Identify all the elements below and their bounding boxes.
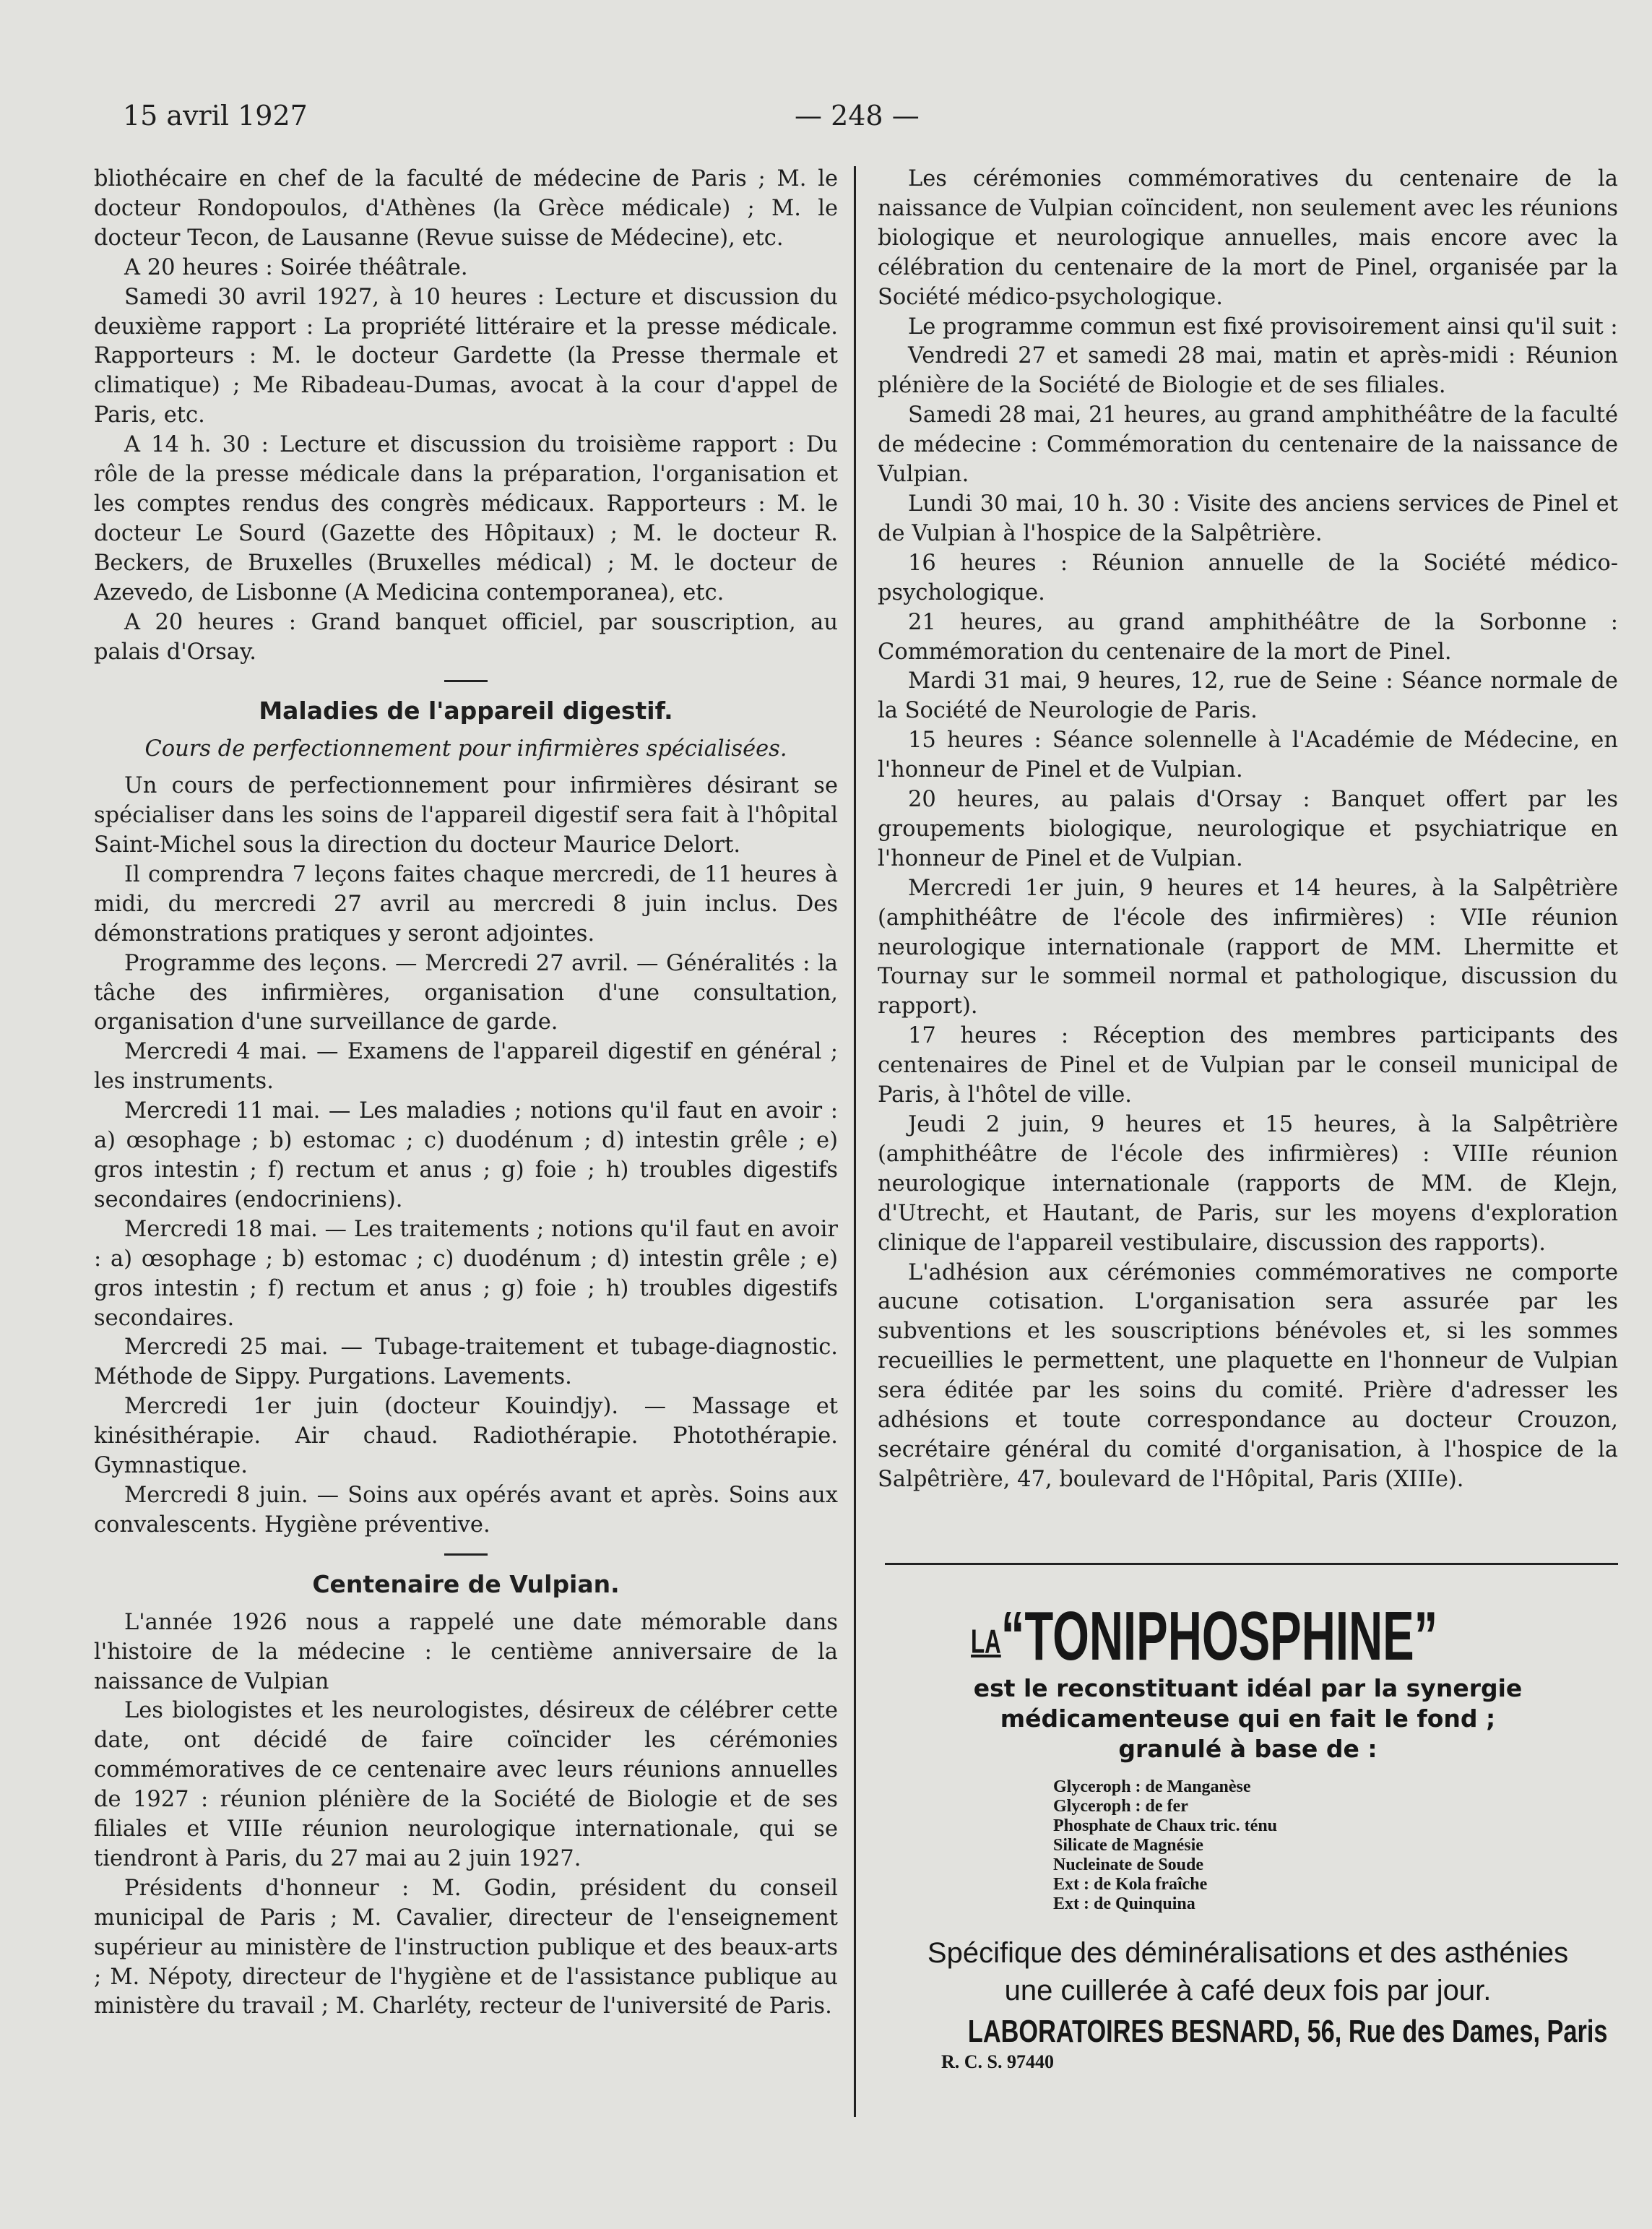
- paragraph: Mercredi 8 juin. — Soins aux opérés avant et après. Soins aux convalescents. Hygiène préventive.: [94, 1482, 838, 1538]
- paragraph: Les cérémonies commémoratives du centenaire de la naissance de Vulpian coïncident, non seulement avec les réunions biologique et neurologique annuelles, mais encore avec la célébration du centenaire de la mort de Pinel, organisée par la Société médico-psychologique.: [878, 166, 1618, 310]
- paragraph: 17 heures : Réception des membres participants des centenaires de Pinel et de Vulpian par le conseil municipal de Paris, à l'hôtel de ville.: [878, 1023, 1618, 1108]
- paragraph: Jeudi 2 juin, 9 heures et 15 heures, à la Salpêtrière (amphithéâtre de l'école des infirmières) : VIIIe réunion neurologique internationale (rapports de MM. de Klejn, d'Utrecht, et Hautant, de Paris, sur les moyens d'exploration clinique de l'appareil vestibulaire, discussion des rapports).: [878, 1112, 1618, 1256]
- section-subtitle: Cours de perfectionnement pour infirmières spécialisées.: [144, 736, 787, 762]
- ad-registration: R. C. S. 97440: [941, 2051, 1055, 2072]
- ad-ingredient: Glyceroph : de fer: [1053, 1796, 1188, 1816]
- ad-indication-line: Spécifique des déminéralisations et des asthénies: [927, 1936, 1569, 1969]
- ad-tagline: est le reconstituant idéal par la synergie: [973, 1673, 1523, 1702]
- section-title: Centenaire de Vulpian.: [312, 1569, 620, 1598]
- ad-ingredient: Ext : de Kola fraîche: [1053, 1874, 1208, 1894]
- ad-ingredient: Ext : de Quinquina: [1053, 1894, 1195, 1913]
- ad-tagline: granulé à base de :: [1118, 1734, 1378, 1763]
- ad-ingredient: Glyceroph : de Manganèse: [1053, 1777, 1251, 1796]
- ad-tagline: médicamenteuse qui en fait le fond ;: [1000, 1704, 1496, 1733]
- page-header: [123, 100, 1625, 143]
- paragraph: Mercredi 25 mai. — Tubage-traitement et tubage-diagnostic. Méthode de Sippy. Purgations. Lavements.: [94, 1335, 838, 1390]
- advertisement: [878, 1600, 1618, 2073]
- paragraph: Lundi 30 mai, 10 h. 30 : Visite des anciens services de Pinel et de Vulpian à l'hospice de la Salpêtrière.: [878, 491, 1618, 546]
- paragraph: 21 heures, au grand amphithéâtre de la Sorbonne : Commémoration du centenaire de la mort de Pinel.: [878, 609, 1618, 665]
- page-number: — 248 —: [795, 100, 920, 132]
- left-column: [94, 165, 838, 2022]
- ad-ingredient: Phosphate de Chaux tric. ténu: [1053, 1816, 1278, 1835]
- paragraph: 20 heures, au palais d'Orsay : Banquet offert par les groupements biologique, neurologique et psychiatrique en l'honneur de Pinel et de Vulpian.: [878, 787, 1618, 871]
- paragraph: L'adhésion aux cérémonies commémoratives ne comporte aucune cotisation. L'organisation sera assurée par les subventions et les souscriptions bénévoles et, si les sommes recueillies le permettent, une plaquette en l'honneur de Vulpian sera éditée par les soins du comité. Prière d'adresser les adhésions et toute correspondance au docteur Crouzon, secrétaire général du comité d'organisation, à l'hospice de la Salpêtrière, 47, boulevard de l'Hôpital, Paris (XIIIe).: [878, 1259, 1618, 1492]
- paragraph: Mercredi 11 mai. — Les maladies ; notions qu'il faut en avoir : a) œsophage ; b) estomac ; c) duodénum ; d) intestin grêle ; e) gros intestin ; f) rectum et anus ; g) foie ; h) troubles digestifs secondaires (endocriniens).: [94, 1098, 838, 1212]
- paragraph: A 20 heures : Soirée théâtrale.: [124, 254, 468, 280]
- ad-ingredient: Silicate de Magnésie: [1053, 1835, 1203, 1855]
- paragraph: Samedi 30 avril 1927, à 10 heures : Lecture et discussion du deuxième rapport : La propriété littéraire et la presse médicale. Rapporteurs : M. le docteur Gardette (la Presse thermale et climatique) ; Me Ribadeau-Dumas, avocat à la cour d'appel de Paris, etc.: [94, 284, 838, 428]
- ad-indication: [878, 1934, 1618, 2009]
- column-divider: [854, 166, 856, 2117]
- paragraph: L'année 1926 nous a rappelé une date mémorable dans l'histoire de la médecine : le centième anniversaire de la naissance de Vulpian: [94, 1609, 838, 1694]
- section-divider: [444, 1553, 488, 1556]
- paragraph: Les biologistes et les neurologistes, désireux de célébrer cette date, ont décidé de faire coïncider les cérémonies commémoratives de ce centenaire avec leurs réunions annuelles de 1927 : réunion plénière de la Société de Biologie et de ses filiales et VIIIe réunion neurologique internationale, qui se tiendront à Paris, du 27 mai au 2 juin 1927.: [94, 1698, 838, 1871]
- paragraph: Mercredi 1er juin (docteur Kouindjy). — Massage et kinésithérapie. Air chaud. Radiothérapie. Photothérapie. Gymnastique.: [94, 1394, 838, 1479]
- section-divider: [444, 680, 488, 682]
- issue-date: 15 avril 1927: [123, 100, 308, 132]
- ad-ingredient-list: [1053, 1777, 1618, 1914]
- paragraph: Mercredi 1er juin, 9 heures et 14 heures, à la Salpêtrière (amphithéâtre de l'école des infirmières) : VIIe réunion neurologique internationale (rapport de MM. Lhermitte et Tournay sur le sommeil normal et pathologique, discussion du rapport).: [878, 875, 1618, 1019]
- paragraph: Samedi 28 mai, 21 heures, au grand amphithéâtre de la faculté de médecine : Commémoration du centenaire de la naissance de Vulpian.: [878, 402, 1618, 488]
- paragraph: Il comprendra 7 leçons faites chaque mercredi, de 11 heures à midi, du mercredi 27 avril au mercredi 8 juin inclus. Des démonstrations pratiques y seront adjointes.: [94, 861, 838, 947]
- ad-dosage-line: une cuillerée à café deux fois par jour.: [1004, 1974, 1492, 2006]
- paragraph: Mercredi 18 mai. — Les traitements ; notions qu'il faut en avoir : a) œsophage ; b) estomac ; c) duodénum ; d) intestin grêle ; e) gros intestin ; f) rectum et anus ; g) foie ; h) troubles digestifs secondaires.: [94, 1216, 838, 1331]
- paragraph: A 14 h. 30 : Lecture et discussion du troisième rapport : Du rôle de la presse médicale dans la préparation, l'organisation et les comptes rendus des congrès médicaux. Rapporteurs : M. le docteur Le Sourd (Gazette des Hôpitaux) ; M. le docteur R. Beckers, de Bruxelles (Bruxelles médical) ; M. le docteur de Azevedo, de Lisbonne (A Medicina contemporanea), etc.: [94, 432, 838, 605]
- paragraph: Mercredi 4 mai. — Examens de l'appareil digestif en général ; les instruments.: [94, 1039, 838, 1095]
- ad-brand-name: “TONIPHOSPHINE”: [1001, 1598, 1438, 1675]
- paragraph: bliothécaire en chef de la faculté de médecine de Paris ; M. le docteur Rondopoulos, d'Athènes (la Grèce médicale) ; M. le docteur Tecon, de Lausanne (Revue suisse de Médecine), etc.: [94, 166, 838, 251]
- paragraph: Programme des leçons. — Mercredi 27 avril. — Généralités : la tâche des infirmières, organisation d'une consultation, organisation d'une surveillance de garde.: [94, 950, 838, 1035]
- paragraph: Présidents d'honneur : M. Godin, président du conseil municipal de Paris ; M. Cavalier, directeur de l'enseignement supérieur au ministère de l'instruction publique et des beaux-arts ; M. Népoty, directeur de l'hygiène et de l'assistance publique au ministère du travail ; M. Charléty, recteur de l'université de Paris.: [94, 1875, 838, 2019]
- right-column: [878, 165, 1618, 1495]
- paragraph: Le programme commun est fixé provisoirement ainsi qu'il suit :: [908, 314, 1618, 340]
- ad-ingredient: Nucleinate de Soude: [1053, 1855, 1204, 1874]
- paragraph: A 20 heures : Grand banquet officiel, par souscription, au palais d'Orsay.: [94, 609, 838, 665]
- advertisement-rule: [885, 1563, 1618, 1565]
- ad-brand: [971, 1600, 1437, 1673]
- paragraph: 15 heures : Séance solennelle à l'Académie de Médecine, en l'honneur de Pinel et de Vulpian.: [878, 728, 1618, 783]
- paragraph: Un cours de perfectionnement pour infirmières désirant se spécialiser dans les soins de l'appareil digestif sera fait à l'hôpital Saint-Michel sous la direction du docteur Maurice Delort.: [94, 773, 838, 858]
- paragraph: Vendredi 27 et samedi 28 mai, matin et après-midi : Réunion plénière de la Société de Biologie et de ses filiales.: [878, 343, 1618, 399]
- section-title: Maladies de l'appareil digestif.: [259, 697, 673, 725]
- ad-brand-prefix: LA: [971, 1622, 1002, 1660]
- ad-laboratory: LABORATOIRES BESNARD, 56, Rue des Dames, Paris: [967, 2013, 1608, 2049]
- paragraph: Mardi 31 mai, 9 heures, 12, rue de Seine : Séance normale de la Société de Neurologie de Paris.: [878, 668, 1618, 724]
- paragraph: 16 heures : Réunion annuelle de la Société médico-psychologique.: [878, 550, 1618, 605]
